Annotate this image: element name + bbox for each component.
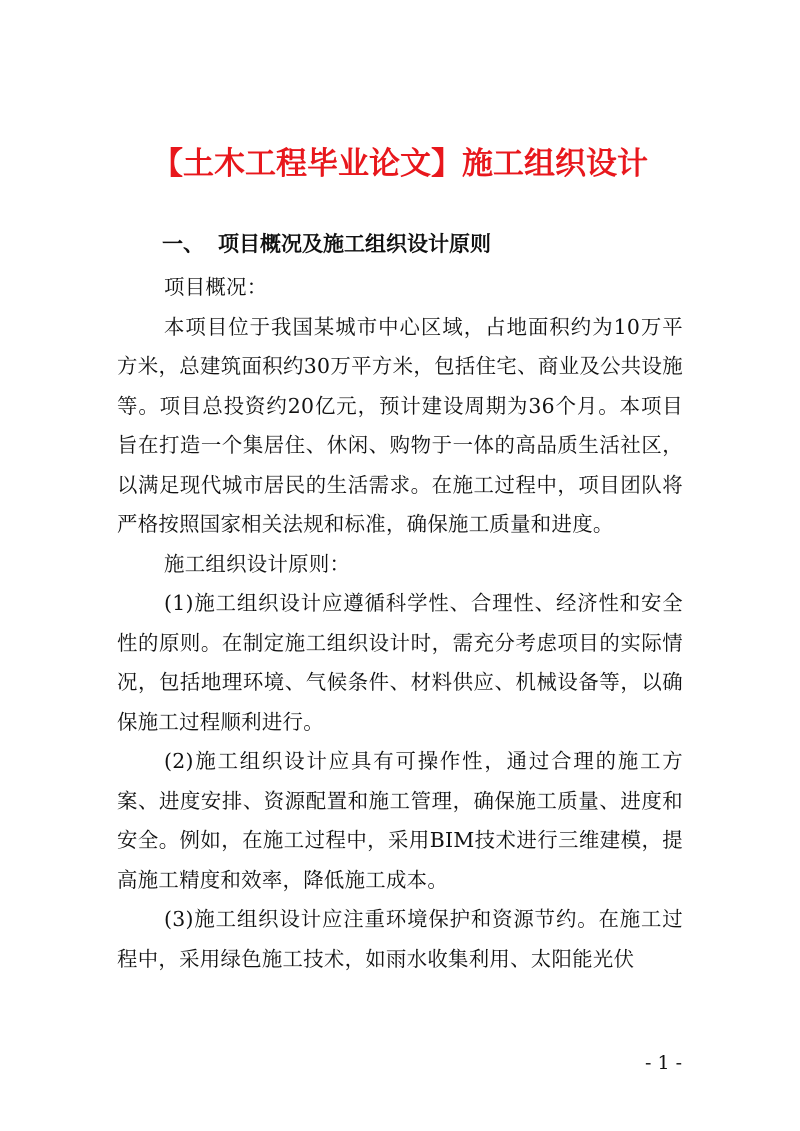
paragraph-principle-2: (2)施工组织设计应具有可操作性，通过合理的施工方案、进度安排、资源配置和施工管理，确保施工质量、进度和安全。例如，在施工过程中，采用BIM技术进行三维建模，提高施工精度和效率，降低施工成本。 [117,749,683,892]
paragraph-project-overview: 本项目位于我国某城市中心区域，占地面积约为10万平方米，总建筑面积约30万平方米，包括住宅、商业及公共设施等。项目总投资约20亿元，预计建设周期为36个月。本项目旨在打造一个集居住、休闲、购物于一体的高品质生活社区，以满足现代城市居民的生活需求。在施工过程中，项目团队将严格按照国家相关法规和标准，确保施工质量和进度。 [117,314,683,536]
section-number: 一、 [162,232,204,256]
document-body [117,268,683,979]
page-number: - 1 - [644,1052,682,1074]
section-heading [162,228,491,258]
document-title: 【土木工程毕业论文】施工组织设计 [152,146,648,182]
section-heading-text: 项目概况及施工组织设计原则 [218,232,491,256]
paragraph-principle-3: (3)施工组织设计应注重环境保护和资源节约。在施工过程中，采用绿色施工技术，如雨水收集利用、太阳能光伏 [117,907,683,971]
subheading-design-principles: 施工组织设计原则： [164,551,351,576]
subheading-project-overview: 项目概况： [164,275,268,299]
paragraph-principle-1: (1)施工组织设计应遵循科学性、合理性、经济性和安全性的原则。在制定施工组织设计时，需充分考虑项目的实际情况，包括地理环境、气候条件、材料供应、机械设备等，以确保施工过程顺利进行。 [117,591,683,734]
